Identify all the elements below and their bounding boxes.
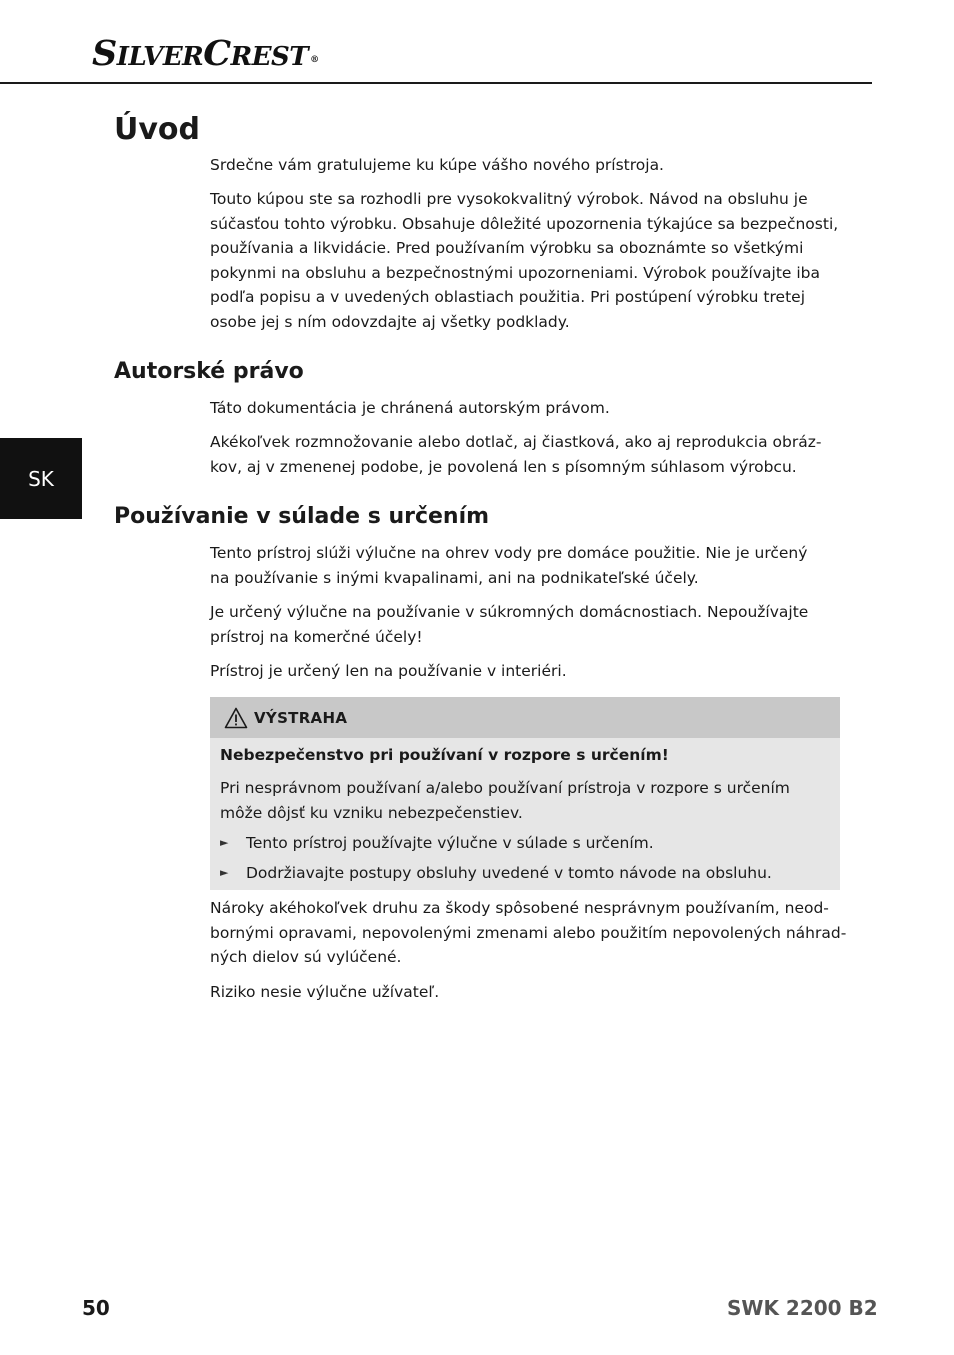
logo-letters: ILVER [116,42,204,72]
intended-use-paragraph-2 [210,600,840,649]
model-name: SWK 2200 B2 [727,1296,878,1320]
warning-bullet [220,862,772,884]
text-line: používania a likvidácie. Pred používaním výrobku sa oboznámte so všetkými [210,239,804,257]
text-line: podľa popisu a v uvedených oblastiach použitia. Pri postúpení výrobku tretej [210,288,806,306]
intro-paragraph-2 [210,187,840,334]
copyright-paragraph-2 [210,430,840,479]
logo-letter: S [92,33,117,74]
page-number: 50 [82,1296,110,1320]
text-line: Akékoľvek rozmnožovanie alebo dotlač, aj čiastková, ako aj reprodukcia obráz- [210,433,822,451]
registered-mark: ® [310,55,319,65]
bullet-arrow-icon: ► [220,836,229,849]
intended-use-paragraph-5 [210,980,840,1005]
bullet-text: Dodržiavajte postupy obsluhy uvedené v tomto návode na obsluhu. [246,864,772,882]
text-line: prístroj na komerčné účely! [210,627,423,646]
warning-text [220,776,790,825]
intended-use-paragraph-1 [210,541,840,590]
bullet-arrow-icon: ► [220,866,229,879]
intended-use-heading: Používanie v súlade s určením [114,504,490,529]
logo-letters: REST [230,42,309,72]
text-line: Táto dokumentácia je chránená autorským právom. [210,399,610,417]
warning-bullet [220,832,654,854]
text-line: Nároky akéhokoľvek druhu za škody spôsobené nesprávnym používaním, neod- [210,899,829,917]
intro-paragraph-1 [210,153,840,178]
text-line: kov, aj v zmenenej podobe, je povolená len s písomným súhlasom výrobcu. [210,457,797,476]
intended-use-paragraph-4 [210,896,847,970]
text-line: Prístroj je určený len na používanie v interiéri. [210,662,567,680]
warning-header [210,697,840,738]
warning-box [210,697,840,890]
text-line: Srdečne vám gratulujeme ku kúpe vášho nového prístroja. [210,156,664,174]
bullet-text: Tento prístroj používajte výlučne v súlade s určením. [246,834,654,852]
text-line: Tento prístroj slúži výlučne na ohrev vody pre domáce použitie. Nie je určený [210,544,808,562]
text-line: bornými opravami, nepovolenými zmenami alebo použitím nepovolených náhrad- [210,923,847,942]
logo-letter: C [203,33,231,74]
text-line: Pri nesprávnom používaní a/alebo používaní prístroja v rozpore s určením [220,779,790,797]
text-line: Je určený výlučne na používanie v súkromných domácnostiach. Nepoužívajte [210,603,809,621]
copyright-heading: Autorské právo [114,359,304,384]
header-rule [0,82,872,84]
copyright-paragraph-1 [210,396,840,421]
text-line: osobe jej s ním odovzdajte aj všetky podklady. [210,312,570,331]
text-line: súčasťou tohto výrobku. Obsahuje dôležité upozornenia týkajúce sa bezpečnosti, [210,214,839,233]
language-tab [0,438,82,519]
silvercrest-logo [92,34,319,77]
page-title: Úvod [114,112,201,147]
text-line: na používanie s inými kvapalinami, ani na podnikateľské účely. [210,568,699,587]
text-line: môže dôjsť ku vzniku nebezpečenstiev. [220,803,523,822]
warning-title: VÝSTRAHA [254,708,348,727]
language-tab-label: SK [28,466,54,491]
text-line: Touto kúpou ste sa rozhodli pre vysokokvalitný výrobok. Návod na obsluhu je [210,190,808,208]
warning-subtitle: Nebezpečenstvo pri používaní v rozpore s určením! [220,746,669,764]
intended-use-paragraph-3 [210,659,840,684]
warning-triangle-icon [224,707,248,729]
text-line: pokynmi na obsluhu a bezpečnostnými upozorneniami. Výrobok používajte iba [210,263,821,282]
text-line: ných dielov sú vylúčené. [210,948,402,966]
text-line: Riziko nesie výlučne užívateľ. [210,983,440,1001]
